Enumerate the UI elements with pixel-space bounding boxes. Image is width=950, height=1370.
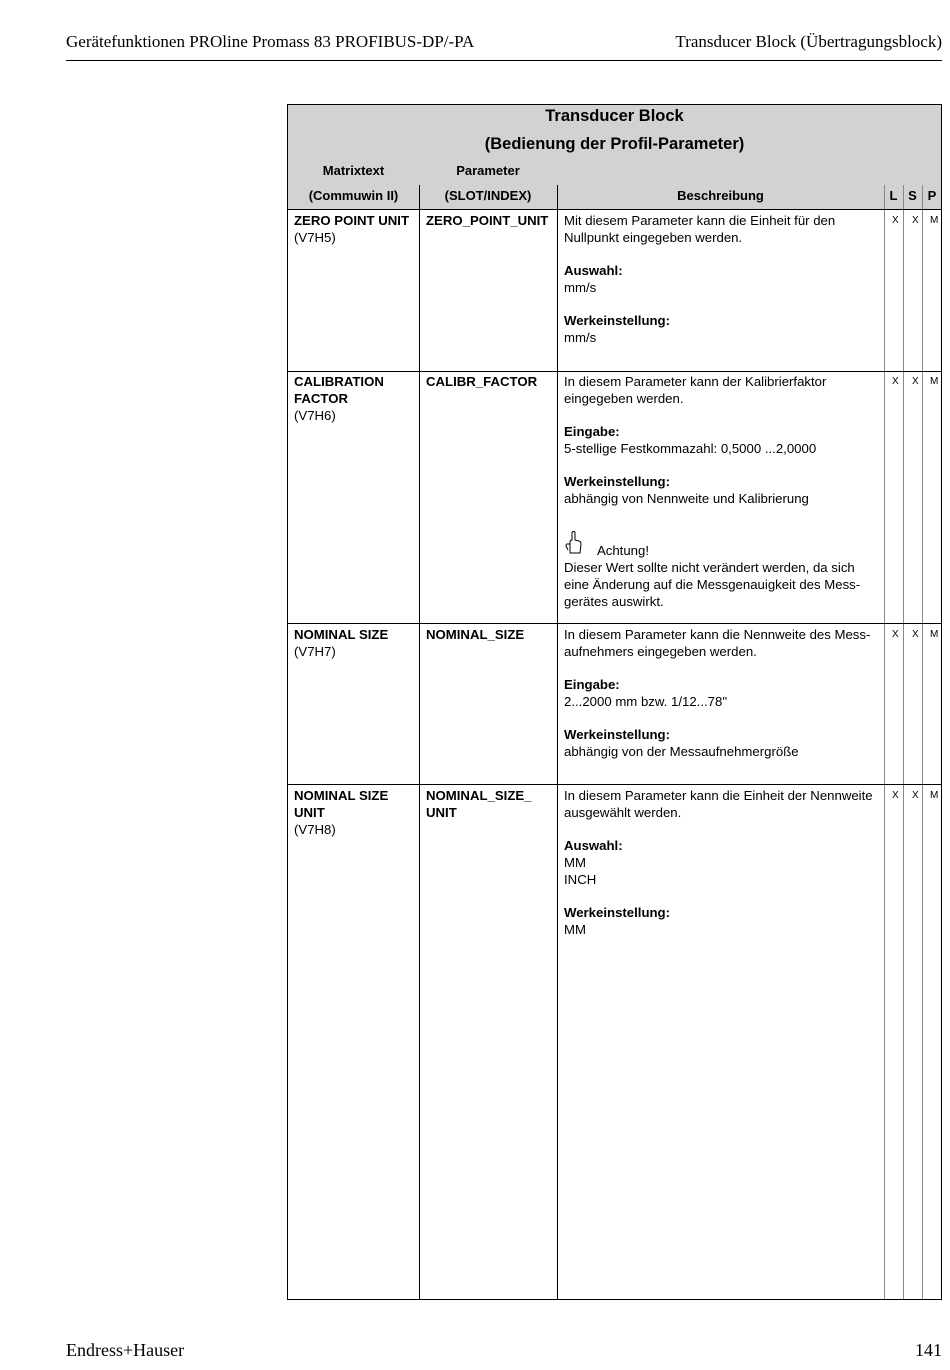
header-document-title: Gerätefunktionen PROline Promass 83 PROFIBUS-DP/-PA <box>66 32 475 51</box>
flag-p: M <box>930 790 939 801</box>
flag-p: M <box>930 376 939 387</box>
flag-s: X <box>912 376 919 387</box>
input-label: Eingabe: <box>564 677 620 692</box>
row-zero-point-unit-matrixtext <box>294 212 418 246</box>
input-value: 5-stellige Festkommazahl: 0,5000 ...2,0000 <box>564 441 817 456</box>
description-line: Nullpunkt eingegeben werden. <box>564 230 743 245</box>
row-nominal-size-parameter <box>426 626 558 643</box>
row-calibration-factor-description <box>564 373 886 610</box>
column-header-slot-index: (SLOT/INDEX) <box>444 188 532 203</box>
flag-l: X <box>892 376 899 387</box>
row-divider <box>288 784 941 785</box>
parameter-name: CALIBR_FACTOR <box>426 374 538 389</box>
description-line: In diesem Parameter kann die Einheit der Nennweite <box>564 788 873 803</box>
column-header-parameter: Parameter <box>456 163 520 178</box>
column-divider <box>903 185 904 1299</box>
flag-s: X <box>912 790 919 801</box>
column-header-commuwin: (Commuwin II) <box>308 188 399 203</box>
flag-l: X <box>892 790 899 801</box>
matrix-label: NOMINAL SIZE <box>294 627 389 642</box>
option-value: INCH <box>564 872 597 887</box>
column-divider <box>922 185 923 1299</box>
row-zero-point-unit-parameter <box>426 212 558 229</box>
matrix-label: UNIT <box>294 805 325 820</box>
matrix-label: FACTOR <box>294 391 348 406</box>
footer-company: Endress+Hauser <box>66 1340 185 1360</box>
matrix-code: (V7H7) <box>294 644 336 659</box>
parameter-name: NOMINAL_SIZE <box>426 627 525 642</box>
parameter-name: ZERO_POINT_UNIT <box>426 213 549 228</box>
matrix-code: (V7H5) <box>294 230 336 245</box>
row-nominal-size-unit-description <box>564 787 886 938</box>
description-line: In diesem Parameter kann der Kalibrierfaktor <box>564 374 827 389</box>
parameter-name: UNIT <box>426 805 457 820</box>
parameter-name: NOMINAL_SIZE_ <box>426 788 532 803</box>
default-label: Werkeinstellung: <box>564 313 671 328</box>
matrix-label: CALIBRATION <box>294 374 384 389</box>
column-divider <box>419 185 420 1299</box>
parameter-table <box>287 104 942 1300</box>
default-value: MM <box>564 922 586 937</box>
warning-text-line: gerätes auswirkt. <box>564 594 664 609</box>
description-line: In diesem Parameter kann die Nennweite des Mess- <box>564 627 871 642</box>
input-value: 2...2000 mm bzw. 1/12...78" <box>564 694 728 709</box>
option-value: MM <box>564 855 586 870</box>
row-divider <box>288 371 941 372</box>
default-value: abhängig von Nennweite und Kalibrierung <box>564 491 809 506</box>
default-value: abhängig von der Messaufnehmergröße <box>564 744 799 759</box>
flag-s: X <box>912 629 919 640</box>
header-bottom-rule <box>288 209 941 210</box>
option-label: Auswahl: <box>564 838 623 853</box>
flag-s: X <box>912 215 919 226</box>
option-label: Auswahl: <box>564 263 623 278</box>
default-label: Werkeinstellung: <box>564 474 671 489</box>
column-header-p: P <box>927 188 937 203</box>
warning-text-line: Dieser Wert sollte nicht verändert werden, da sich <box>564 560 855 575</box>
matrix-label: NOMINAL SIZE <box>294 788 389 803</box>
column-header-l: L <box>889 188 898 203</box>
table-title: Transducer Block <box>545 107 684 125</box>
row-zero-point-unit-description <box>564 212 886 346</box>
description-line: ausgewählt werden. <box>564 805 682 820</box>
matrix-code: (V7H6) <box>294 408 336 423</box>
row-divider <box>288 623 941 624</box>
default-label: Werkeinstellung: <box>564 727 671 742</box>
row-calibration-factor-parameter <box>426 373 558 390</box>
row-nominal-size-description <box>564 626 886 760</box>
row-calibration-factor-matrixtext <box>294 373 418 424</box>
header-section-title: Transducer Block (Übertragungsblock) <box>675 32 942 51</box>
flag-p: M <box>930 215 939 226</box>
row-nominal-size-matrixtext <box>294 626 418 660</box>
description-line: aufnehmers eingegeben werden. <box>564 644 757 659</box>
flag-l: X <box>892 215 899 226</box>
warning-title: Achtung! <box>596 543 649 558</box>
input-label: Eingabe: <box>564 424 620 439</box>
warning-note <box>564 531 886 559</box>
column-header-s: S <box>908 188 917 203</box>
flag-p: M <box>930 629 939 640</box>
description-line: Mit diesem Parameter kann die Einheit für den <box>564 213 836 228</box>
header-divider <box>66 60 942 61</box>
table-subtitle: (Bedienung der Profil-Parameter) <box>484 135 745 153</box>
page-number: 141 <box>915 1340 942 1360</box>
table-header <box>288 105 941 209</box>
column-divider <box>557 185 558 1299</box>
row-nominal-size-unit-parameter <box>426 787 558 821</box>
default-value: mm/s <box>564 330 597 345</box>
column-header-beschreibung: Beschreibung <box>677 188 764 203</box>
row-nominal-size-unit-matrixtext <box>294 787 418 838</box>
description-line: eingegeben werden. <box>564 391 684 406</box>
flag-l: X <box>892 629 899 640</box>
warning-text-line: eine Änderung auf die Messgenauigkeit des Mess- <box>564 577 861 592</box>
column-header-matrixtext: Matrixtext <box>322 163 385 178</box>
pointing-hand-icon <box>564 531 594 559</box>
matrix-label: ZERO POINT UNIT <box>294 213 410 228</box>
matrix-code: (V7H8) <box>294 822 336 837</box>
option-value: mm/s <box>564 280 597 295</box>
default-label: Werkeinstellung: <box>564 905 671 920</box>
